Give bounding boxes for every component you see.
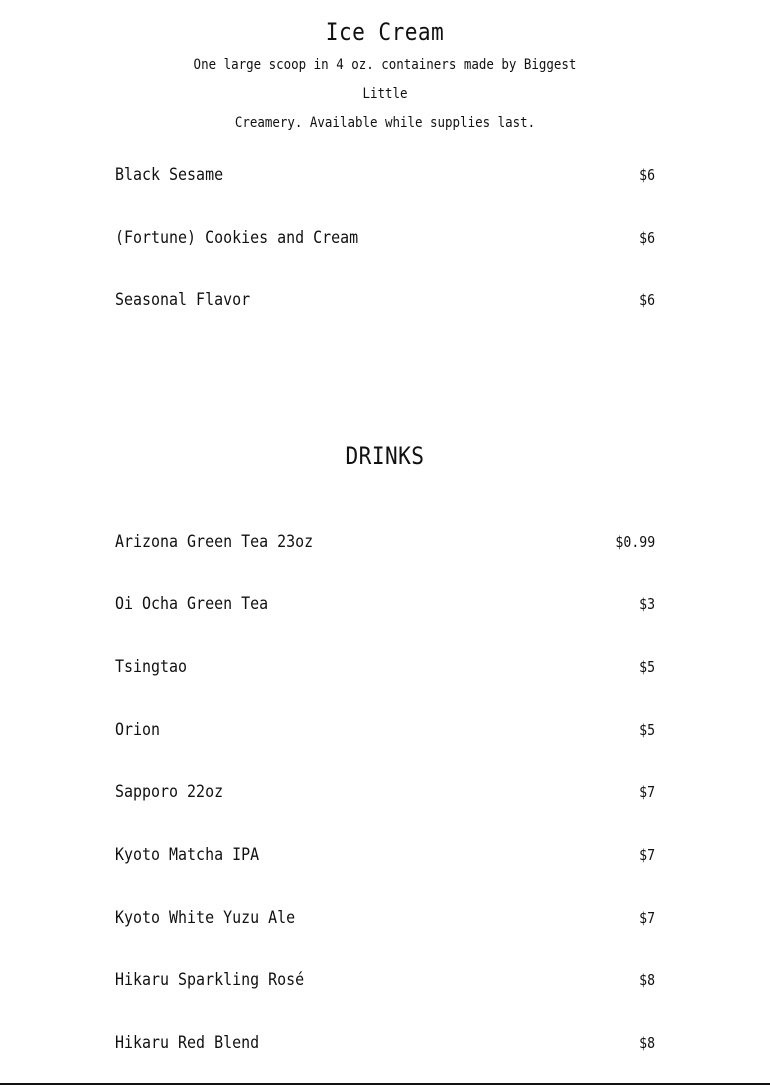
ice-cream-description	[179, 51, 592, 138]
item-price: $6	[639, 229, 655, 247]
menu-item-kyoto-white-yuzu-ale	[115, 905, 655, 931]
item-name: Seasonal Flavor	[115, 290, 251, 310]
menu-item-hikaru-red-blend	[115, 1030, 655, 1056]
item-price: $8	[639, 971, 655, 989]
item-name: Tsingtao	[115, 657, 188, 677]
item-name: Orion	[115, 720, 161, 740]
bottom-divider	[0, 1083, 770, 1085]
menu-item-arizona-green-tea	[115, 529, 655, 555]
item-price: $0.99	[615, 533, 655, 551]
item-name: Kyoto White Yuzu Ale	[115, 908, 296, 928]
menu-item-seasonal-flavor	[115, 287, 655, 313]
item-price: $6	[639, 291, 655, 309]
menu-item-oi-ocha	[115, 591, 655, 617]
menu-item-sapporo	[115, 779, 655, 805]
ice-cream-description-line-1: One large scoop in 4 oz. containers made by Biggest Little	[193, 57, 577, 102]
item-price: $3	[639, 595, 655, 613]
item-name: Hikaru Red Blend	[115, 1033, 260, 1053]
item-price: $8	[639, 1034, 655, 1052]
ice-cream-title: Ice Cream	[325, 18, 445, 46]
menu-item-hikaru-sparkling-rose	[115, 967, 655, 993]
item-price: $7	[639, 909, 655, 927]
item-name: Black Sesame	[115, 165, 224, 185]
item-price: $5	[639, 721, 655, 739]
item-price: $6	[639, 166, 655, 184]
item-name: (Fortune) Cookies and Cream	[115, 228, 359, 248]
menu-item-kyoto-matcha-ipa	[115, 842, 655, 868]
item-price: $7	[639, 846, 655, 864]
menu-item-black-sesame	[115, 162, 655, 188]
menu-item-cookies-and-cream	[115, 225, 655, 251]
item-price: $5	[639, 658, 655, 676]
item-name: Oi Ocha Green Tea	[115, 594, 269, 614]
menu-item-tsingtao	[115, 654, 655, 680]
item-name: Kyoto Matcha IPA	[115, 845, 260, 865]
item-price: $7	[639, 783, 655, 801]
item-name: Hikaru Sparkling Rosé	[115, 970, 305, 990]
item-name: Sapporo 22oz	[115, 782, 224, 802]
ice-cream-description-line-2: Creamery. Available while supplies last.	[234, 115, 536, 131]
menu-item-orion	[115, 717, 655, 743]
drinks-title: DRINKS	[345, 442, 425, 470]
item-name: Arizona Green Tea 23oz	[115, 532, 314, 552]
